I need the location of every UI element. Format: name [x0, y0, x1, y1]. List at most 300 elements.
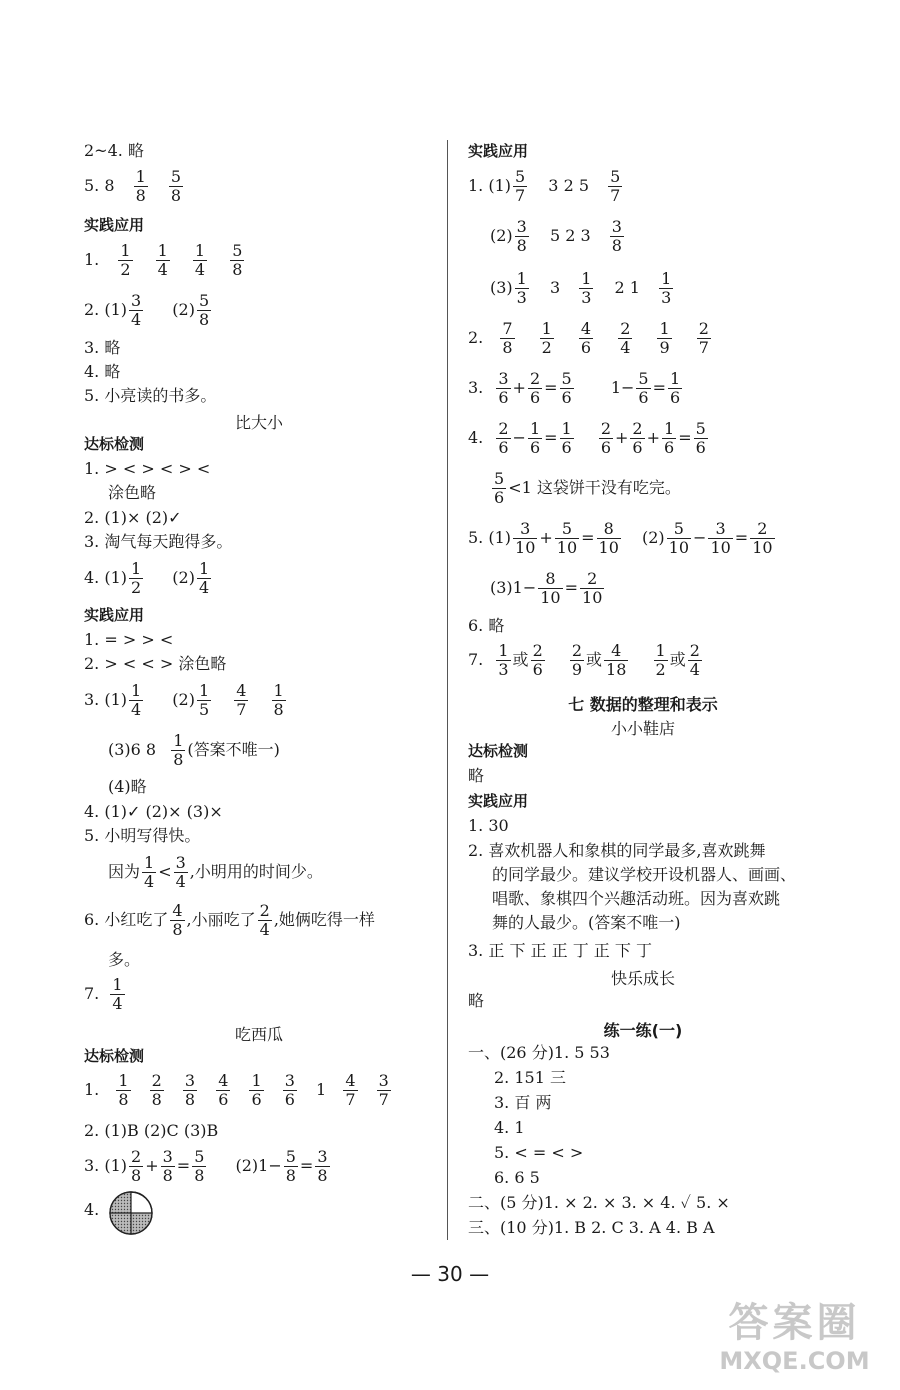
answer-text: 因为 — [108, 862, 141, 881]
answer-label: 2. (1) — [84, 300, 128, 319]
equals-sign: = — [652, 378, 667, 397]
numerator: 2 — [632, 419, 643, 438]
fraction — [134, 168, 148, 205]
denominator: 8 — [172, 920, 183, 939]
denominator: 8 — [502, 338, 513, 357]
denominator: 8 — [118, 1090, 129, 1109]
fraction — [668, 370, 682, 407]
numerator: 2 — [259, 901, 270, 920]
denominator: 8 — [151, 1090, 162, 1109]
fraction — [110, 976, 124, 1013]
minus-sign: − — [512, 428, 526, 447]
numerator: 3 — [498, 369, 509, 388]
denominator: 7 — [698, 338, 709, 357]
numerator: 8 — [545, 569, 556, 588]
fraction — [531, 642, 545, 679]
denominator: 6 — [695, 438, 706, 457]
denominator: 7 — [515, 186, 526, 205]
practice-answer-2-line: 唱歌、象棋四个兴趣活动班。因为喜欢跳 — [492, 889, 781, 908]
answer-part: (3)6 8 — [108, 740, 157, 759]
fraction — [129, 1148, 143, 1185]
denominator: 4 — [131, 700, 142, 719]
fraction — [183, 1072, 197, 1109]
answer-part: (2) — [172, 300, 195, 319]
numerator: 4 — [345, 1071, 356, 1090]
denominator: 6 — [561, 388, 572, 407]
answer-label: 1. (1) — [468, 176, 512, 195]
numerator: 5 — [561, 369, 572, 388]
answer-label: 3. — [468, 378, 484, 397]
check-answer-3 — [84, 1148, 332, 1185]
numerator: 5 — [561, 519, 573, 538]
numerator: 2 — [587, 569, 598, 588]
check-answer-4 — [84, 1200, 99, 1220]
numerator: 1 — [498, 641, 509, 660]
denominator: 7 — [610, 186, 621, 205]
answer-label: 7. — [84, 984, 100, 1003]
answer-part: 1− — [610, 378, 635, 397]
denominator: 8 — [285, 1166, 296, 1185]
denominator: 8 — [162, 1166, 173, 1185]
numerator: 4 — [580, 319, 592, 338]
section-heading: 实践应用 — [468, 792, 529, 810]
fraction — [560, 370, 574, 407]
fraction — [500, 320, 514, 357]
practice-title: 练一练(一) — [603, 1021, 683, 1040]
practice-answer-5b — [490, 570, 606, 607]
check-answer-2: 2. (1)× (2)✓ — [84, 508, 182, 527]
denominator: 8 — [317, 1166, 328, 1185]
or-word: 或 — [586, 650, 603, 669]
numerator: 4 — [236, 681, 247, 700]
numerator: 1 — [144, 853, 155, 872]
fraction — [513, 168, 527, 205]
practice-answer-7 — [84, 976, 127, 1013]
denominator: 6 — [284, 1090, 295, 1109]
fraction — [284, 1148, 298, 1185]
answer-label: 5. (1) — [468, 528, 512, 547]
numerator: 1 — [131, 681, 142, 700]
denominator: 6 — [638, 388, 649, 407]
practice-answer-6b: 多。 — [108, 950, 141, 969]
denominator: 2 — [541, 338, 552, 357]
exercise-1-5: 5. < = < > — [494, 1143, 584, 1162]
denominator: 4 — [194, 260, 206, 279]
numerator: 7 — [502, 319, 513, 338]
numerator: 3 — [317, 1147, 328, 1166]
fraction — [129, 292, 143, 329]
numerator: 5 — [170, 167, 182, 186]
fraction — [560, 420, 574, 457]
fraction — [697, 320, 711, 357]
numerator: 1 — [516, 269, 527, 288]
answer-label: 1. — [84, 1080, 100, 1099]
denominator: 4 — [175, 872, 186, 891]
fraction — [150, 1072, 164, 1109]
answer-part: (2) — [172, 568, 195, 587]
shaded-circle-figure — [108, 1190, 154, 1236]
section-heading: 实践应用 — [84, 216, 145, 234]
numerator: 2 — [498, 419, 509, 438]
fraction — [272, 682, 286, 719]
numerator: 1 — [131, 559, 142, 578]
fraction — [750, 520, 774, 557]
practice-answer-6: 6. 略 — [468, 616, 505, 635]
numerator: 1 — [529, 419, 541, 438]
fraction — [492, 470, 506, 507]
fraction — [528, 420, 542, 457]
plus-sign: + — [539, 528, 553, 547]
numerator: 4 — [611, 641, 622, 660]
denominator: 8 — [184, 1090, 196, 1109]
denominator: 8 — [194, 1166, 205, 1185]
fraction — [496, 642, 510, 679]
practice-answer-5: 5. 小亮读的书多。 — [84, 386, 217, 405]
denominator: 4 — [620, 338, 631, 357]
denominator: 4 — [689, 660, 700, 679]
fraction — [216, 1072, 230, 1109]
practice-answer-2 — [84, 292, 213, 329]
denominator: 8 — [135, 186, 146, 205]
exercise-3: 三、(10 分)1. B 2. C 3. A 4. B A — [468, 1218, 715, 1237]
answer-5 — [84, 168, 185, 205]
numerator: 1 — [655, 641, 666, 660]
numerator: 1 — [157, 241, 168, 260]
practice-answer-5b — [108, 854, 323, 891]
denominator: 8 — [516, 236, 527, 255]
fraction — [116, 1072, 130, 1109]
practice-answer-3b — [108, 732, 280, 769]
plus-sign: + — [512, 378, 526, 397]
denominator: 8 — [273, 700, 284, 719]
numerator: 2 — [532, 641, 543, 660]
page-number: — 30 — — [410, 1262, 490, 1286]
fraction — [708, 520, 732, 557]
answer-label: (2) — [490, 226, 513, 245]
check-answer-1: 1. > < > < > < — [84, 459, 211, 478]
denominator: 8 — [173, 750, 184, 769]
fraction — [515, 218, 529, 255]
section-heading: 实践应用 — [468, 142, 529, 160]
numerator: 3 — [520, 519, 531, 538]
numerator: 1 — [561, 419, 572, 438]
equals-sign: = — [176, 1156, 191, 1175]
numerator: 4 — [218, 1071, 229, 1090]
denominator: 6 — [498, 388, 509, 407]
less-than: < — [158, 862, 172, 881]
numerator: 1 — [670, 369, 681, 388]
practice-answer-5a — [468, 520, 777, 557]
numerator: 5 — [638, 369, 649, 388]
numerator: 1 — [120, 241, 131, 260]
section-heading: 达标检测 — [468, 742, 529, 760]
practice-answer-5: 5. 小明写得快。 — [84, 826, 201, 845]
equals-sign: = — [299, 1156, 314, 1175]
equals-sign: = — [678, 428, 692, 447]
fraction — [129, 560, 143, 597]
fraction — [193, 242, 207, 279]
denominator: 4 — [131, 310, 142, 329]
exercise-1-4: 4. 1 — [494, 1118, 525, 1137]
denominator: 8 — [232, 260, 243, 279]
numerator: 1 — [173, 731, 184, 750]
numerator: 2 — [151, 1071, 162, 1090]
fraction — [667, 520, 691, 557]
numerator: 3 — [611, 217, 622, 236]
denominator: 3 — [498, 660, 509, 679]
denominator: 6 — [529, 438, 541, 457]
section-title: 吃西瓜 — [234, 1025, 283, 1044]
answer-text: 6. 小红吃了 — [84, 910, 169, 929]
check-answer-1 — [84, 1072, 393, 1109]
numerator: 5 — [695, 419, 706, 438]
practice-answer-3: 3. 略 — [84, 338, 121, 357]
numerator: 1 — [659, 319, 670, 338]
answer-label: 7. — [468, 650, 484, 669]
plus-sign: + — [615, 428, 629, 447]
numerator: 5 — [232, 241, 243, 260]
fraction — [659, 270, 673, 307]
fraction — [636, 370, 650, 407]
answer-label: 4. (1) — [84, 568, 128, 587]
equals-sign: = — [581, 528, 595, 547]
answer-label: 2. — [468, 328, 484, 347]
numerator: 3 — [284, 1071, 295, 1090]
practice-answer-1 — [84, 242, 246, 279]
practice-answer-2 — [468, 320, 713, 357]
fraction — [161, 1148, 175, 1185]
fraction — [604, 642, 628, 679]
answer-values: 3 2 5 — [548, 176, 590, 195]
numerator: 3 — [162, 1147, 173, 1166]
numerator: 2 — [757, 519, 768, 538]
denominator: 7 — [378, 1090, 389, 1109]
fraction — [171, 732, 185, 769]
column-divider — [447, 140, 448, 1240]
fraction — [555, 520, 579, 557]
numerator: 1 — [135, 167, 146, 186]
fraction — [528, 370, 542, 407]
numerator: 2 — [571, 641, 583, 660]
numerator: 1 — [581, 269, 592, 288]
denominator: 10 — [710, 538, 731, 557]
numerator: 3 — [516, 217, 527, 236]
fraction — [608, 168, 622, 205]
numerator: 2 — [600, 419, 612, 438]
practice-answer-4: 4. 略 — [84, 362, 121, 381]
equals-sign: = — [734, 528, 749, 547]
answer-label: (3) — [490, 278, 513, 297]
denominator: 2 — [131, 578, 142, 597]
denominator: 3 — [661, 288, 672, 307]
unit-title: 七 数据的整理和表示 — [568, 695, 718, 714]
answer-text: ,小明用的时间少。 — [189, 862, 323, 881]
fraction — [610, 218, 624, 255]
denominator: 10 — [752, 538, 773, 557]
denominator: 6 — [529, 388, 541, 407]
fraction — [192, 1148, 206, 1185]
answer-2-4: 2~4. 略 — [84, 141, 144, 160]
denominator: 10 — [598, 538, 619, 557]
fraction — [597, 520, 621, 557]
practice-answer-4 — [468, 420, 710, 457]
denominator: 9 — [571, 660, 583, 679]
fraction — [230, 242, 244, 279]
denominator: 3 — [581, 288, 592, 307]
exercise-2: 二、(5 分)1. × 2. × 3. × 4. ✓ 5. × — [468, 1193, 730, 1212]
fraction — [377, 1072, 391, 1109]
section-heading: 达标检测 — [84, 1047, 145, 1065]
denominator: 6 — [600, 438, 612, 457]
denominator: 7 — [236, 700, 247, 719]
fraction — [580, 570, 604, 607]
answer-part: (2) — [642, 528, 665, 547]
answer-note: (答案不唯一) — [187, 740, 280, 759]
denominator: 3 — [516, 288, 527, 307]
exercise-1-6: 6. 6 5 — [494, 1168, 540, 1187]
fraction — [197, 560, 211, 597]
fraction — [513, 520, 537, 557]
practice-answer-2: 2. 喜欢机器人和象棋的同学最多,喜欢跳舞 — [468, 841, 766, 860]
fraction — [688, 642, 702, 679]
section-title: 比大小 — [234, 413, 283, 432]
equals-sign: = — [544, 378, 558, 397]
watermark-site: MXQE.COM — [719, 1347, 870, 1375]
numerator: 5 — [285, 1147, 296, 1166]
check-answer-4 — [84, 560, 213, 597]
answer-text: ,她俩吃得一样 — [273, 910, 375, 929]
answer-values: 5 2 3 — [549, 226, 591, 245]
numerator: 3 — [378, 1071, 389, 1090]
fraction — [579, 270, 593, 307]
numerator: 5 — [194, 1147, 205, 1166]
fraction — [315, 1148, 329, 1185]
fraction — [599, 420, 613, 457]
practice-answer-1a — [468, 168, 624, 205]
numerator: 2 — [698, 319, 709, 338]
numerator: 1 — [118, 1071, 129, 1090]
denominator: 4 — [259, 920, 270, 939]
fraction — [142, 854, 156, 891]
fraction — [654, 642, 668, 679]
denominator: 10 — [540, 588, 561, 607]
denominator: 4 — [157, 260, 168, 279]
denominator: 8 — [198, 310, 210, 329]
numerator: 1 — [194, 241, 206, 260]
denominator: 8 — [611, 236, 622, 255]
fraction — [129, 682, 143, 719]
denominator: 6 — [580, 338, 592, 357]
practice-answer-4b — [490, 470, 681, 507]
practice-answer-1: 1. = > > < — [84, 630, 174, 649]
numerator: 4 — [172, 901, 183, 920]
fraction — [249, 1072, 263, 1109]
denominator: 6 — [494, 488, 505, 507]
fraction — [570, 642, 584, 679]
answer-label: 3. (1) — [84, 1156, 128, 1175]
fraction — [657, 320, 671, 357]
plus-sign: + — [646, 428, 661, 447]
numerator: 1 — [112, 975, 123, 994]
numerator: 1 — [661, 269, 672, 288]
plus-sign: + — [145, 1156, 159, 1175]
practice-answer-3c: (4)略 — [108, 777, 147, 796]
fraction — [538, 570, 562, 607]
answer-label: 4. — [84, 1200, 100, 1219]
practice-answer-3 — [84, 682, 288, 719]
fraction — [170, 902, 184, 939]
numerator: 5 — [610, 167, 621, 186]
denominator: 10 — [582, 588, 603, 607]
numerator: 1 — [198, 559, 210, 578]
numerator: 3 — [715, 519, 726, 538]
denominator: 5 — [198, 700, 210, 719]
denominator: 8 — [131, 1166, 142, 1185]
answer-text: <1 这袋饼干没有吃完。 — [508, 478, 681, 497]
practice-answer-1: 1. 30 — [468, 816, 509, 835]
denominator: 10 — [556, 538, 578, 557]
minus-sign: − — [693, 528, 707, 547]
answer-text: ,小丽吃了 — [186, 910, 256, 929]
exercise-1-3: 3. 百 两 — [494, 1093, 552, 1112]
fraction — [197, 292, 211, 329]
numerator: 5 — [494, 469, 505, 488]
watermark-logo — [707, 1300, 882, 1382]
check-answer-2: 2. (1)B (2)C (3)B — [84, 1121, 219, 1140]
check-answer: 略 — [468, 766, 485, 785]
numerator: 1 — [251, 1071, 262, 1090]
check-answer-3: 3. 淘气每天跑得多。 — [84, 532, 233, 551]
or-word: 或 — [669, 650, 686, 669]
fraction — [174, 854, 188, 891]
numerator: 1 — [273, 681, 284, 700]
answer-part: (2) — [172, 690, 195, 709]
fraction — [197, 682, 211, 719]
answer-part: (2)1− — [235, 1156, 282, 1175]
practice-answer-2-line: 的同学最少。建议学校开设机器人、画画、 — [492, 865, 797, 884]
answer-label: 4. — [468, 428, 484, 447]
denominator: 6 — [670, 388, 681, 407]
practice-answer-1c — [490, 270, 675, 307]
denominator: 4 — [198, 578, 210, 597]
denominator: 10 — [515, 538, 536, 557]
answer-label: 5. 8 — [84, 176, 115, 195]
check-answer-1b: 涂色略 — [108, 483, 157, 502]
exercise-1: 一、(26 分)1. 5 53 — [468, 1043, 610, 1062]
numerator: 1 — [541, 319, 552, 338]
section-heading: 达标检测 — [84, 435, 145, 453]
practice-answer-6 — [84, 902, 375, 939]
denominator: 2 — [120, 260, 131, 279]
answer-value: 1 — [316, 1080, 327, 1099]
denominator: 4 — [112, 994, 123, 1013]
denominator: 9 — [659, 338, 670, 357]
answer-label: 3. (1) — [84, 690, 128, 709]
denominator: 8 — [170, 186, 182, 205]
fraction — [630, 420, 644, 457]
fraction — [579, 320, 593, 357]
numerator: 1 — [664, 419, 675, 438]
denominator: 4 — [144, 872, 155, 891]
numerator: 1 — [198, 681, 210, 700]
grow-answer: 略 — [468, 991, 485, 1010]
fraction — [496, 420, 510, 457]
denominator: 6 — [218, 1090, 229, 1109]
fraction — [662, 420, 676, 457]
numerator: 3 — [131, 291, 142, 310]
fraction — [258, 902, 272, 939]
numerator: 5 — [515, 167, 526, 186]
